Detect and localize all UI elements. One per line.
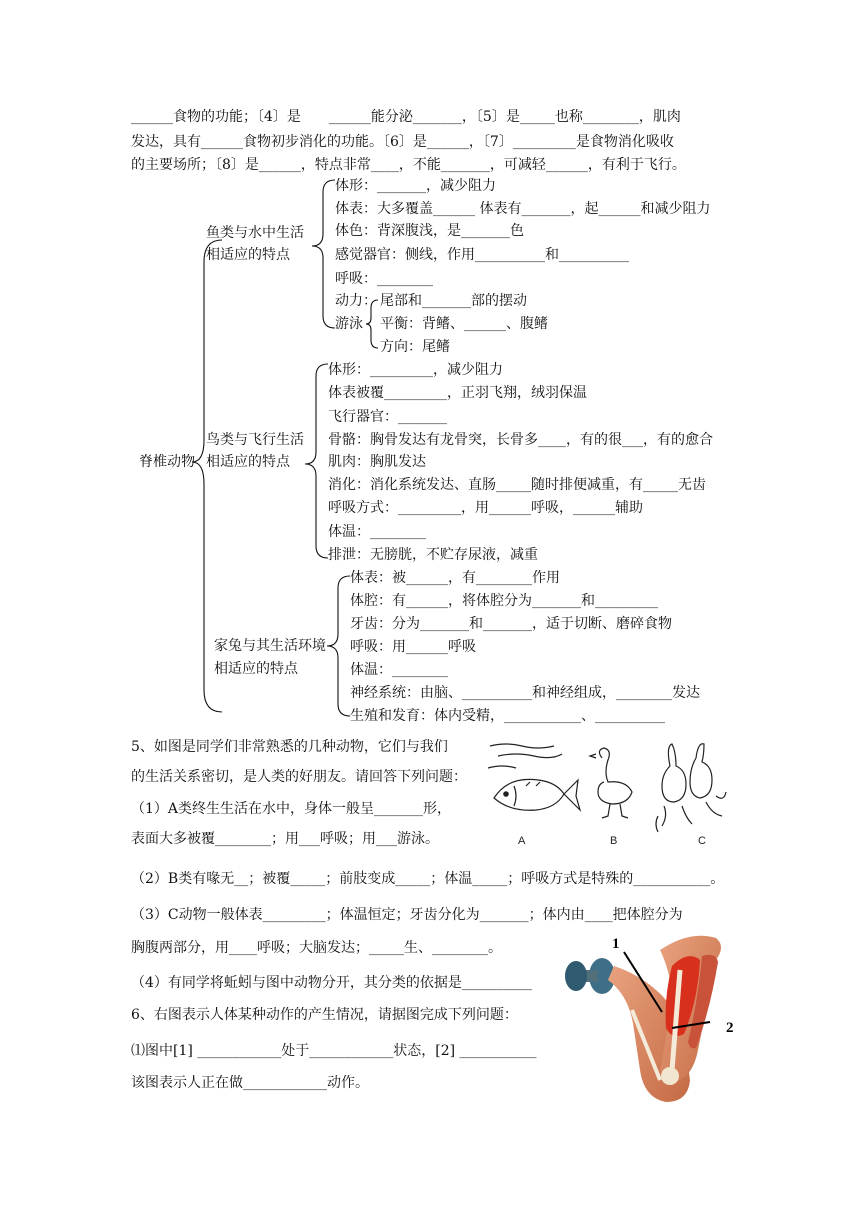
intro-line-1: ______食物的功能；〔4〕是 ______能分泌_______，〔5〕是_____也称________，肌肉 xyxy=(131,109,681,125)
bird-label-1: 鸟类与飞行生活 xyxy=(206,432,304,448)
intro-line-2: 发达，具有______食物初步消化的功能。〔6〕是______，〔7〕_________是食物消化吸收 xyxy=(131,134,674,150)
rabbit-label-1: 家兔与其生活环境 xyxy=(214,638,326,654)
fig-label-b: B xyxy=(610,835,618,847)
arm-muscle-figure xyxy=(560,930,750,1106)
rabbit-item-7: 生殖和发育：体内受精，___________、__________ xyxy=(350,708,665,724)
bird-item-4: 骨骼：胸骨发达有龙骨突，长骨多____，有的很___，有的愈合 xyxy=(328,432,713,448)
fish-swim-label: 游泳 xyxy=(335,316,363,332)
q5-answer-1-line-2: 表面大多被覆________；用___呼吸；用___游泳。 xyxy=(131,831,439,847)
fish-swim-item-3: 方向：尾鳍 xyxy=(380,339,450,355)
q6-answer-1: ⑴图中[1] ____________处于____________状态，[2] ___________ xyxy=(131,1043,537,1059)
bird-brace xyxy=(305,364,328,558)
fig-label-a: A xyxy=(518,835,526,847)
fish-item-3: 体色：背深腹浅，是_______色 xyxy=(335,223,524,239)
rabbit-item-1: 体表：被______，有________作用 xyxy=(350,570,560,586)
q5-answer-2: （2）B类有喙无__；被覆_____；前肢变成_____；体温_____；呼吸方式是特殊的___________。 xyxy=(131,871,725,887)
rabbit-item-6: 神经系统：由脑、__________和神经组成，________发达 xyxy=(350,685,700,701)
goose-drawing xyxy=(598,748,632,804)
q5-stem-1: 5、如图是同学们非常熟悉的几种动物，它们与我们 xyxy=(131,739,448,755)
bird-item-2: 体表被覆_________，正羽飞翔，绒羽保温 xyxy=(328,385,587,401)
bird-item-9: 排泄：无膀胱，不贮存尿液，减重 xyxy=(328,547,538,563)
rabbit-item-5: 体温：________ xyxy=(350,662,448,678)
q5-answer-4: （4）有同学将蚯蚓与图中动物分开，其分类的依据是__________ xyxy=(131,975,532,991)
root-label: 脊椎动物 xyxy=(139,454,195,470)
q6-stem: 6、右图表示人体某种动作的产生情况，请据图完成下列问题： xyxy=(131,1007,518,1023)
fish-swim-item-2: 平衡：背鳍、______、腹鳍 xyxy=(380,316,548,332)
fish-item-1: 体形：_______，减少阻力 xyxy=(335,178,496,194)
fish-label-2: 相适应的特点 xyxy=(206,247,290,263)
arm-label-1: 1 xyxy=(612,936,620,952)
fish-item-4: 感觉器官：侧线，作用__________和__________ xyxy=(335,247,629,263)
q5-answer-1-line-1: （1）A类终生生活在水中，身体一般呈_______形， xyxy=(131,801,452,817)
fish-power-label: 动力： xyxy=(335,293,377,309)
q5-answer-3-line-1: （3）C动物一般体表_________；体温恒定；牙齿分化为_______；体内由____把体腔分为 xyxy=(131,907,683,923)
bird-label-2: 相适应的特点 xyxy=(206,454,290,470)
fish-item-2: 体表：大多覆盖______ 体表有_______，起______和减少阻力 xyxy=(335,201,711,217)
rabbit-brace xyxy=(327,576,350,716)
rabbit-item-3: 牙齿：分为_______和_______，适于切断、磨碎食物 xyxy=(350,616,672,632)
bird-item-3: 飞行器官：_______ xyxy=(328,409,447,425)
fish-brace xyxy=(312,180,335,328)
q5-stem-2: 的生活关系密切，是人类的好朋友。请回答下列问题： xyxy=(131,769,467,785)
bird-item-5: 肌肉：胸肌发达 xyxy=(328,454,426,470)
intro-line-3: 的主要场所；〔8〕是______，特点非常____，不能_______，可减轻______，有利于飞行。 xyxy=(131,157,686,173)
bird-item-7: 呼吸方式：_________，用______呼吸，______辅助 xyxy=(328,500,643,516)
rabbit-item-2: 体腔：有______，将体腔分为_______和_________ xyxy=(350,593,658,609)
q6-answer-2: 该图表示人正在做____________动作。 xyxy=(131,1075,369,1091)
fish-label-1: 鱼类与水中生活 xyxy=(206,225,304,241)
bird-item-1: 体形：_________，减少阻力 xyxy=(328,362,503,378)
fish-item-5: 呼吸：________ xyxy=(335,271,433,287)
rabbit-item-4: 呼吸：用______呼吸 xyxy=(350,639,476,655)
animals-figure xyxy=(486,736,731,854)
rabbit-label-2: 相适应的特点 xyxy=(214,661,298,677)
dumbbell-drawing xyxy=(565,958,615,994)
bird-item-6: 消化：消化系统发达、直肠_____随时排便减重，有_____无齿 xyxy=(328,477,706,493)
fig-label-c: C xyxy=(698,835,706,847)
bird-item-8: 体温：________ xyxy=(328,524,426,540)
arm-label-2: 2 xyxy=(726,1020,734,1036)
q5-answer-3-line-2: 胸腹两部分，用____呼吸；大脑发达；_____生、________。 xyxy=(131,940,502,956)
rabbit-drawing xyxy=(662,744,686,802)
fish-swim-item-1: 尾部和_______部的摆动 xyxy=(380,293,527,309)
